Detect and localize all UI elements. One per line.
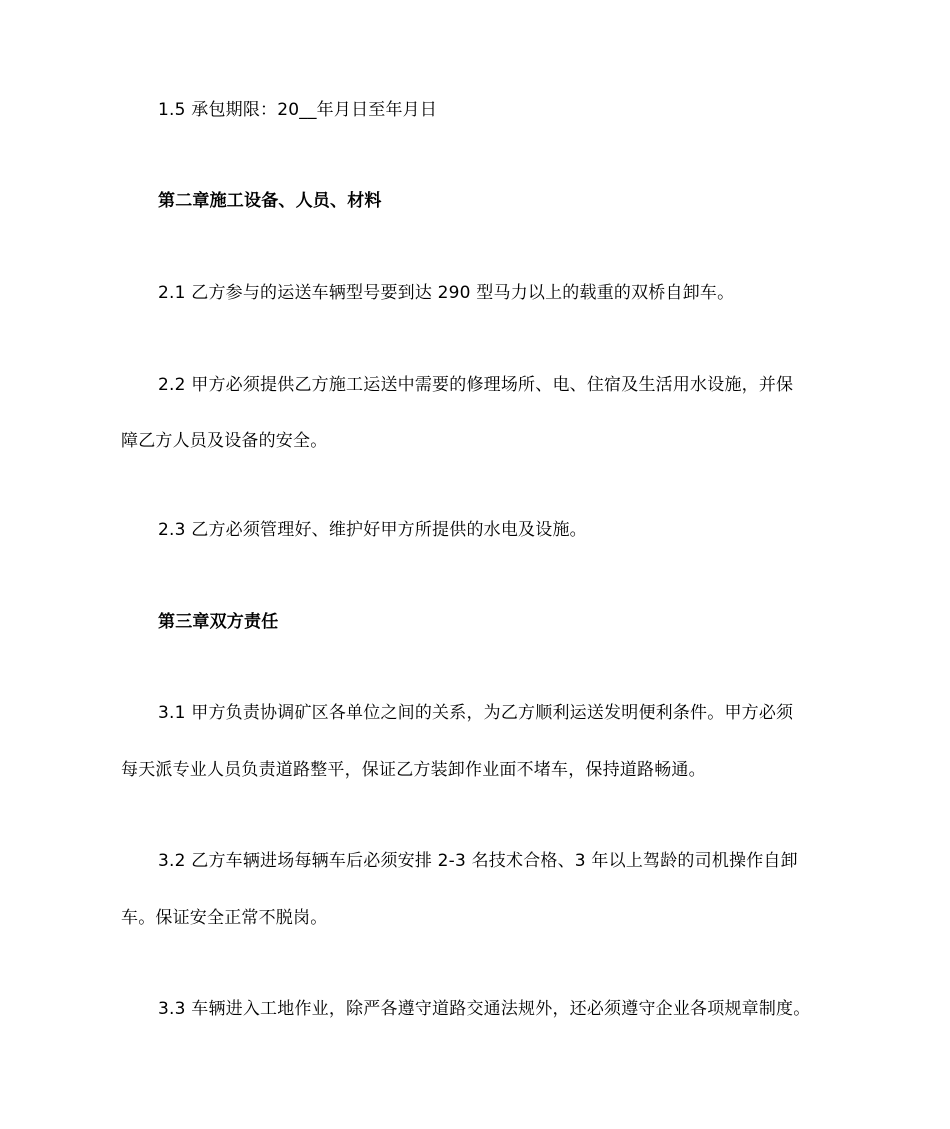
clause-2-2-line-2: 障乙方人员及设备的安全。 [121,431,328,451]
clause-3-1-line-1: 3.1 甲方负责协调矿区各单位之间的关系，为乙方顺利运送发明便利条件。甲方必须 [158,703,794,723]
clause-3-3: 3.3 车辆进入工地作业，除严各遵守道路交通法规外，还必须遵守企业各项规章制度。 [158,999,811,1019]
clause-3-2-line-1: 3.2 乙方车辆进场每辆车后必须安排 2-3 名技术合格、3 年以上驾龄的司机操作自卸 [158,851,798,871]
clause-2-2-line-1: 2.2 甲方必须提供乙方施工运送中需要的修理场所、电、住宿及生活用水设施，并保 [158,375,794,395]
contract-term-line: 1.5 承包期限：20__年月日至年月日 [158,100,438,120]
clause-2-1: 2.1 乙方参与的运送车辆型号要到达 290 型马力以上的载重的双桥自卸车。 [158,283,735,303]
clause-3-2-line-2: 车。保证安全正常不脱岗。 [121,908,328,928]
chapter-2-heading: 第二章施工设备、人员、材料 [158,191,382,211]
clause-2-3: 2.3 乙方必须管理好、维护好甲方所提供的水电及设施。 [158,520,587,540]
clause-3-1-line-2: 每天派专业人员负责道路整平，保证乙方装卸作业面不堵车，保持道路畅通。 [121,760,706,780]
chapter-3-heading: 第三章双方责任 [158,612,279,632]
